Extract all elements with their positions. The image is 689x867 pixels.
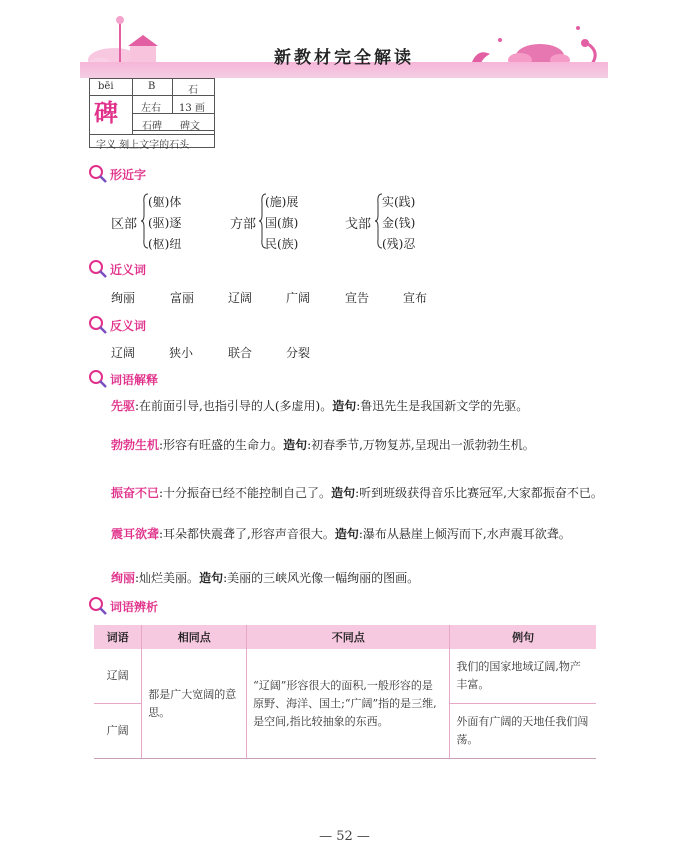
pinyin: bēi xyxy=(98,81,114,92)
group-item: (驱)逐 xyxy=(148,216,182,230)
group-item: 民(族) xyxy=(265,237,299,251)
term: 振奋不已 xyxy=(111,486,160,500)
explanation-5 xyxy=(90,569,608,587)
word-comparison-table xyxy=(94,625,596,759)
character-meaning: 字义 刻上文字的石头 xyxy=(96,140,190,151)
antonym-word: 联合 xyxy=(228,346,253,360)
group-item: (残)忍 xyxy=(382,237,416,251)
word-1: 石碑 xyxy=(142,121,162,132)
group-label: 区部 xyxy=(111,217,138,232)
example-cell: 外面有广阔的天地任我们闯荡。 xyxy=(450,704,596,759)
antonym-word: 分裂 xyxy=(286,346,311,360)
table-header-row xyxy=(94,625,596,649)
example-sentence: :鲁迅先生是我国新文学的先驱。 xyxy=(356,399,529,413)
magnifier-icon xyxy=(87,164,109,184)
word-cell: 辽阔 xyxy=(94,649,142,704)
explanation-3 xyxy=(90,484,608,502)
example-sentence: :初春季节,万物复苏,呈现出一派勃勃生机。 xyxy=(307,438,535,452)
group-item: (枢)纽 xyxy=(148,237,182,251)
section-title: 近义词 xyxy=(110,262,147,277)
term: 绚丽 xyxy=(111,571,136,585)
example-sentence: :听到班级获得音乐比赛冠军,大家都振奋不已。 xyxy=(355,486,603,500)
section-word-distinguish xyxy=(87,596,158,616)
explanation-4 xyxy=(90,525,608,543)
term: 勃勃生机 xyxy=(111,438,160,452)
header-cell: 词语 xyxy=(94,625,142,649)
synonym-word: 宣告 xyxy=(345,291,370,305)
definition: :在前面引导,也指引导的人(多虚用)。 xyxy=(135,399,333,413)
sentence-label: 造句 xyxy=(331,486,356,500)
group-item: 金(钱) xyxy=(382,216,416,230)
example-sentence: :瀑布从悬崖上倾泻而下,水声震耳欲聋。 xyxy=(358,527,571,541)
header-cell: 不同点 xyxy=(247,625,450,649)
definition: :灿烂美丽。 xyxy=(135,571,200,585)
term: 先驱 xyxy=(111,399,136,413)
sentence-label: 造句 xyxy=(283,438,308,452)
section-title: 反义词 xyxy=(110,318,147,333)
term: 震耳欲聋 xyxy=(111,527,160,541)
stroke-count: 13 画 xyxy=(179,103,205,114)
same-cell: 都是广大宽阔的意思。 xyxy=(142,649,247,759)
example-cell: 我们的国家地域辽阔,物产丰富。 xyxy=(450,649,596,704)
sentence-label: 造句 xyxy=(334,527,359,541)
magnifier-icon xyxy=(87,315,109,335)
explanation-1 xyxy=(90,397,608,415)
synonym-word: 绚丽 xyxy=(111,291,136,305)
target-character: 碑 xyxy=(94,98,118,127)
section-title: 词语解释 xyxy=(110,372,159,387)
antonym-word: 辽阔 xyxy=(111,346,136,360)
example-sentence: :美丽的三峡风光像一幅绚丽的图画。 xyxy=(223,571,420,585)
group-item: 国(旗) xyxy=(265,216,299,230)
section-title: 形近字 xyxy=(110,167,147,182)
synonym-word: 富丽 xyxy=(170,291,195,305)
section-word-explain xyxy=(87,369,158,389)
header-cell: 相同点 xyxy=(142,625,247,649)
magnifier-icon xyxy=(87,596,109,616)
definition: :耳朵都快震聋了,形容声音很大。 xyxy=(159,527,335,541)
page-title: 新教材完全解读 xyxy=(274,48,414,68)
section-synonyms xyxy=(87,259,146,279)
magnifier-icon xyxy=(87,259,109,279)
diff-cell: “辽阔”形容很大的面积,一般形容的是原野、海洋、国土;“广阔”指的是三维,是空间,指比较抽象的东西。 xyxy=(247,649,450,759)
synonym-word: 宣布 xyxy=(403,291,428,305)
section-antonyms xyxy=(87,315,146,335)
word-cell: 广阔 xyxy=(94,704,142,759)
sentence-label: 造句 xyxy=(332,399,357,413)
definition: :十分振奋已经不能控制自己了。 xyxy=(159,486,332,500)
magnifier-icon xyxy=(87,369,109,389)
word-2: 碑文 xyxy=(180,121,200,132)
sentence-label: 造句 xyxy=(199,571,224,585)
group-item: (施)展 xyxy=(265,195,299,209)
radical: 石 xyxy=(188,85,198,96)
table-row xyxy=(94,649,596,704)
page-number: — 52 — xyxy=(319,829,370,844)
section-similar-chars xyxy=(87,164,146,184)
group-item: (躯)体 xyxy=(148,195,182,209)
section-title: 词语辨析 xyxy=(110,599,159,614)
header-cell: 例句 xyxy=(450,625,596,649)
page-header xyxy=(80,10,608,78)
synonym-word: 广阔 xyxy=(286,291,311,305)
explanation-2 xyxy=(90,436,608,454)
synonym-word: 辽阔 xyxy=(228,291,253,305)
group-item: 实(践) xyxy=(382,195,416,209)
uppercase-letter: B xyxy=(148,81,156,92)
character-card xyxy=(89,78,215,151)
antonym-word: 狭小 xyxy=(169,346,194,360)
definition: :形容有旺盛的生命力。 xyxy=(159,438,284,452)
structure: 左右 xyxy=(141,103,161,114)
group-label: 方部 xyxy=(230,217,257,232)
group-label: 戈部 xyxy=(345,217,372,232)
